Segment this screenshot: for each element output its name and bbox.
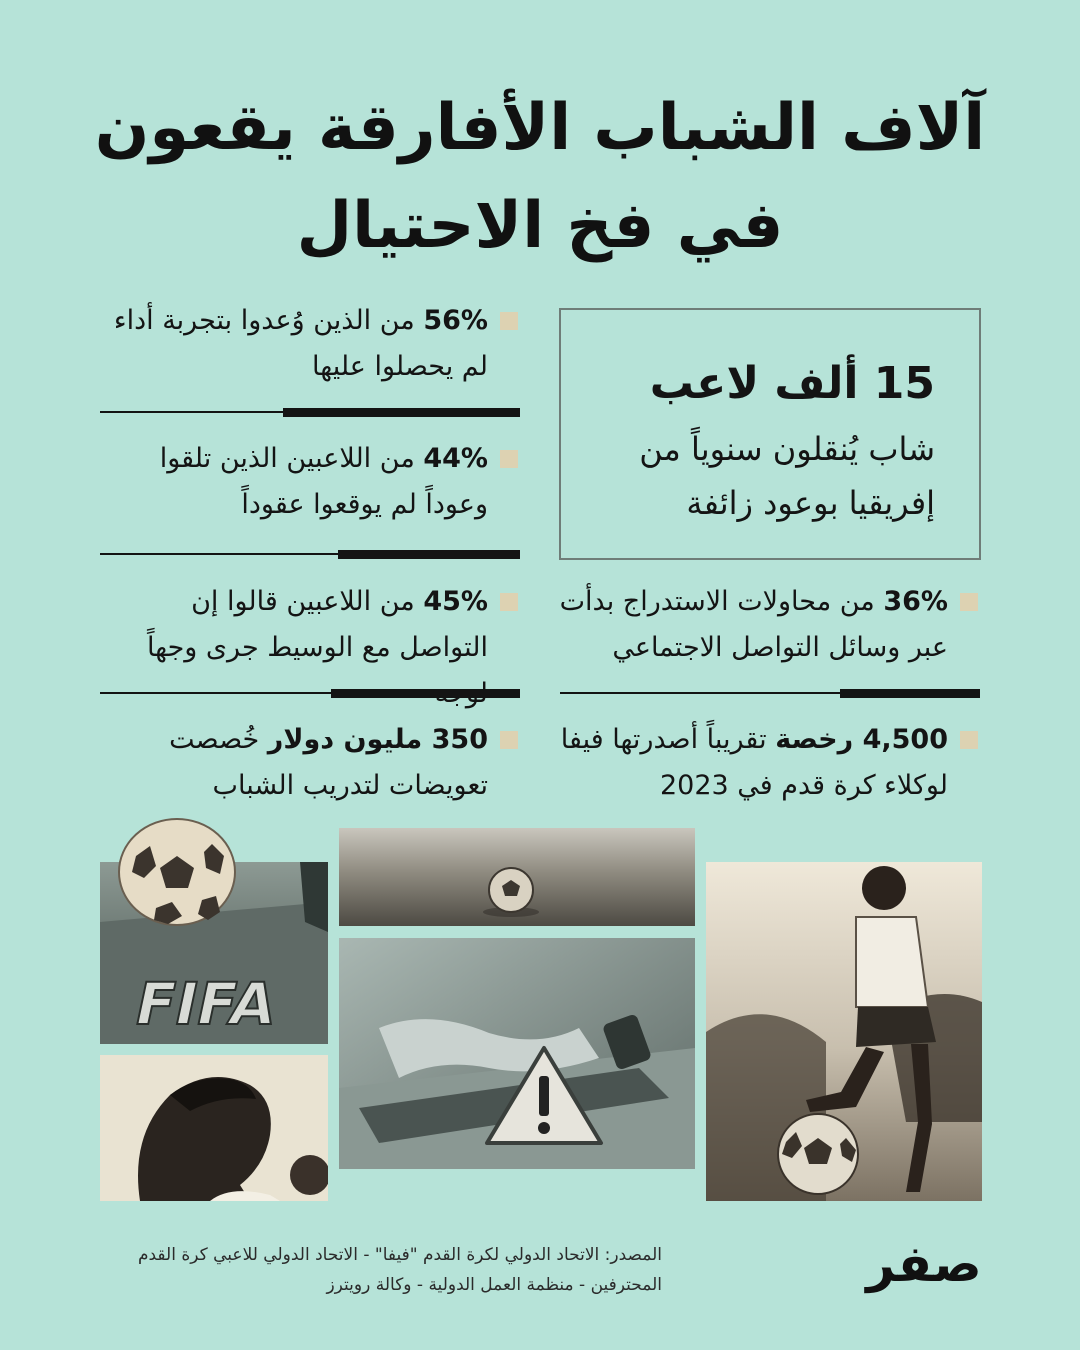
bullet-icon xyxy=(500,450,518,468)
stat-text: من اللاعبين الذين تلقوا وعوداً لم يوقعوا عقوداً xyxy=(159,443,488,520)
bullet-icon xyxy=(500,312,518,330)
divider-accent xyxy=(331,689,520,698)
bullet-icon xyxy=(500,593,518,611)
stat-44 xyxy=(96,436,488,528)
divider-accent xyxy=(283,408,520,417)
fifa-sign-text: FIFA xyxy=(129,970,283,1038)
kid-with-football-photo xyxy=(706,862,982,1201)
highlight-description: شاب يُنقلون سنوياً من إفريقيا بوعود زائفة xyxy=(639,430,935,522)
divider-accent xyxy=(840,689,980,698)
stat-36 xyxy=(556,579,948,671)
stat-number: 36% xyxy=(883,586,948,617)
stat-number: 45% xyxy=(423,586,488,617)
source-credit: المصدر: الاتحاد الدولي لكرة القدم "فيفا" - الاتحاد الدولي للاعبي كرة القدم المحترفين - منظمة العمل الدولية - وكالة رويترز xyxy=(137,1245,662,1295)
brand-logo: صفر xyxy=(866,1235,982,1293)
page-title: آلاف الشباب الأفارقة يقعون xyxy=(94,91,986,165)
ball-on-pitch-photo xyxy=(339,828,695,926)
football-icon xyxy=(116,816,238,928)
stat-text: من اللاعبين قالوا إن التواصل مع الوسيط جرى وجهاً xyxy=(146,586,488,663)
stat-4500 xyxy=(556,717,948,809)
highlight-box xyxy=(559,308,981,560)
divider-accent xyxy=(338,550,520,559)
stat-number: 44% xyxy=(423,443,488,474)
stat-number: 4,500 رخصة xyxy=(775,724,948,755)
stat-text: من محاولات الاستدراج بدأت عبر وسائل التواصل الاجتماعي xyxy=(559,586,948,663)
highlight-number: 15 ألف لاعب xyxy=(649,358,935,409)
stat-350 xyxy=(96,717,488,809)
laptop-scam-warning-photo xyxy=(339,938,695,1169)
stat-text: خُصصت تعويضات لتدريب الشباب xyxy=(169,724,488,801)
stat-number: 350 مليون دولار xyxy=(267,724,488,755)
young-player-portrait-photo xyxy=(100,1055,328,1201)
page-title-line-2: في فخ الاحتيال xyxy=(296,189,784,263)
stat-text: من الذين وُعدوا بتجربة أداء لم يحصلوا عليها xyxy=(113,305,488,382)
stat-text: تقريباً أصدرتها فيفا لوكلاء كرة قدم في 2023 xyxy=(560,724,948,801)
bullet-icon xyxy=(500,731,518,749)
stat-number: 56% xyxy=(423,305,488,336)
bullet-icon xyxy=(960,731,978,749)
bullet-icon xyxy=(960,593,978,611)
stat-56 xyxy=(96,298,488,390)
